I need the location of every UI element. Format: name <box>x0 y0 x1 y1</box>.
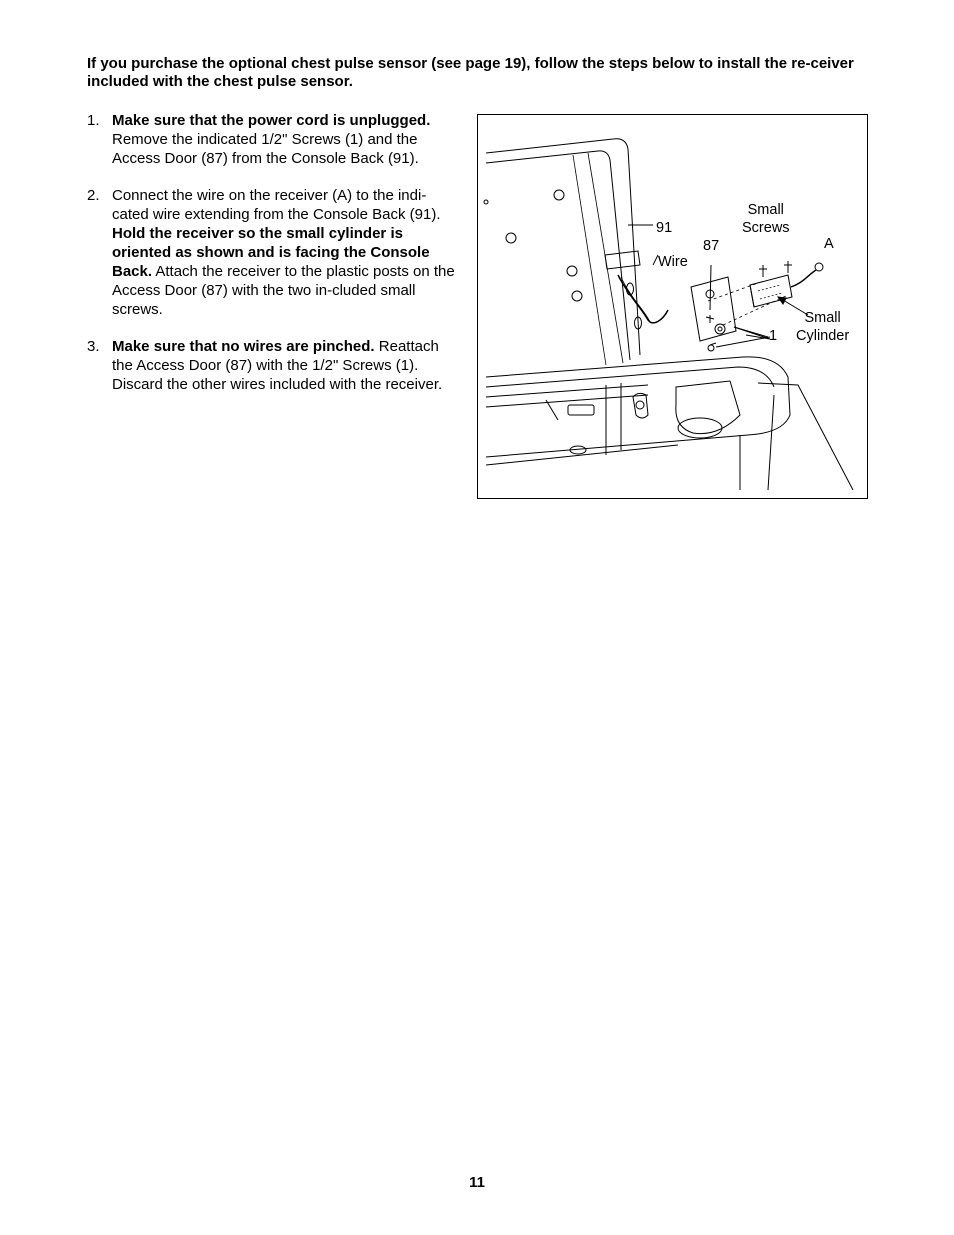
instruction-steps <box>87 111 457 412</box>
label-small-cylinder: Small Cylinder <box>796 310 850 344</box>
step-text: Connect the wire on the receiver (A) to the indi-cated wire extending from the Console Back (91). <box>112 187 441 223</box>
step-1 <box>87 111 457 168</box>
step-text: Remove the indicated 1/2" Screws (1) and the Access Door (87) from the Console Back (91). <box>112 131 419 167</box>
label-receiver: A <box>824 236 834 252</box>
page-number: 11 <box>469 1174 485 1191</box>
step-bold-text: Hold the receiver so the small cylinder is oriented as shown and is facing the Console Back. <box>112 225 430 280</box>
label-small-screws: Small Screws <box>742 202 790 236</box>
console-illustration <box>478 115 868 499</box>
step-number: 3. <box>87 338 100 355</box>
label-screws: 1 <box>769 328 778 344</box>
step-2 <box>87 186 457 319</box>
step-bold-text: Make sure that the power cord is unplugged. <box>112 112 431 129</box>
intro-paragraph: If you purchase the optional chest pulse sensor (see page 19), follow the steps below to install the re-ceiver included with the chest pulse sensor. <box>87 55 854 90</box>
installation-figure <box>477 114 868 499</box>
step-number: 2. <box>87 187 100 204</box>
step-text: Attach the receiver to the plastic posts on the Access Door (87) with the two in-cluded small screws. <box>112 263 455 318</box>
step-number: 1. <box>87 112 100 129</box>
label-wire: Wire <box>658 254 688 270</box>
step-bold-text: Make sure that no wires are pinched. <box>112 338 375 355</box>
label-access-door: 87 <box>703 238 720 254</box>
label-console-back: 91 <box>656 220 673 236</box>
step-text: Reattach the Access Door (87) with the 1/2" Screws (1). Discard the other wires included with the receiver. <box>112 338 443 393</box>
step-3 <box>87 337 457 394</box>
